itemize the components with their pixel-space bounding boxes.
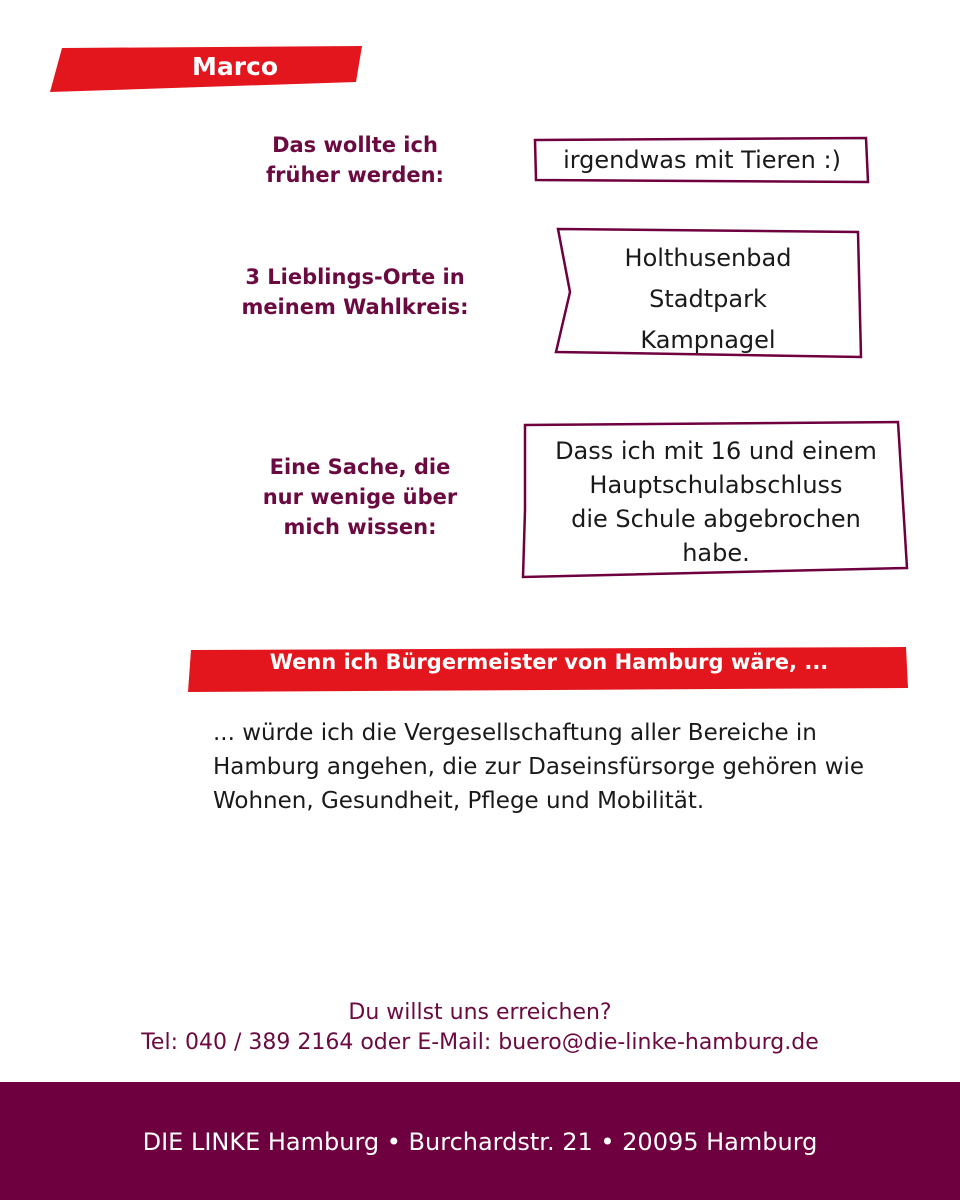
question-2: 3 Lieblings-Orte in meinem Wahlkreis: [241, 265, 469, 319]
footer-address: DIE LINKE Hamburg • Burchardstr. 21 • 20095 Hamburg [142, 1128, 818, 1156]
mayor-heading: Wenn ich Bürgermeister von Hamburg wäre, ... [269, 650, 829, 674]
answer-1: irgendwas mit Tieren :) [563, 146, 841, 174]
mayor-text: ... würde ich die Vergesellschaftung aller Bereiche in Hamburg angehen, die zur Daseinsfürsorge gehören wie Wohnen, Gesundheit, Pflege und Mobilität. [213, 720, 865, 814]
contact-line-1: Du willst uns erreichen? [348, 1000, 612, 1025]
answer-3: Dass ich mit 16 und einem Hauptschulabschluss die Schule abgebrochen habe. [555, 437, 877, 567]
answer-2: Holthusenbad Stadtpark Kampnagel [624, 244, 792, 354]
contact-line-2: Tel: 040 / 389 2164 oder E-Mail: buero@die-linke-hamburg.de [141, 1030, 819, 1055]
question-1: Das wollte ich früher werden: [266, 133, 444, 187]
name-label: Marco [191, 52, 279, 81]
question-3: Eine Sache, die nur wenige über mich wissen: [262, 455, 458, 539]
